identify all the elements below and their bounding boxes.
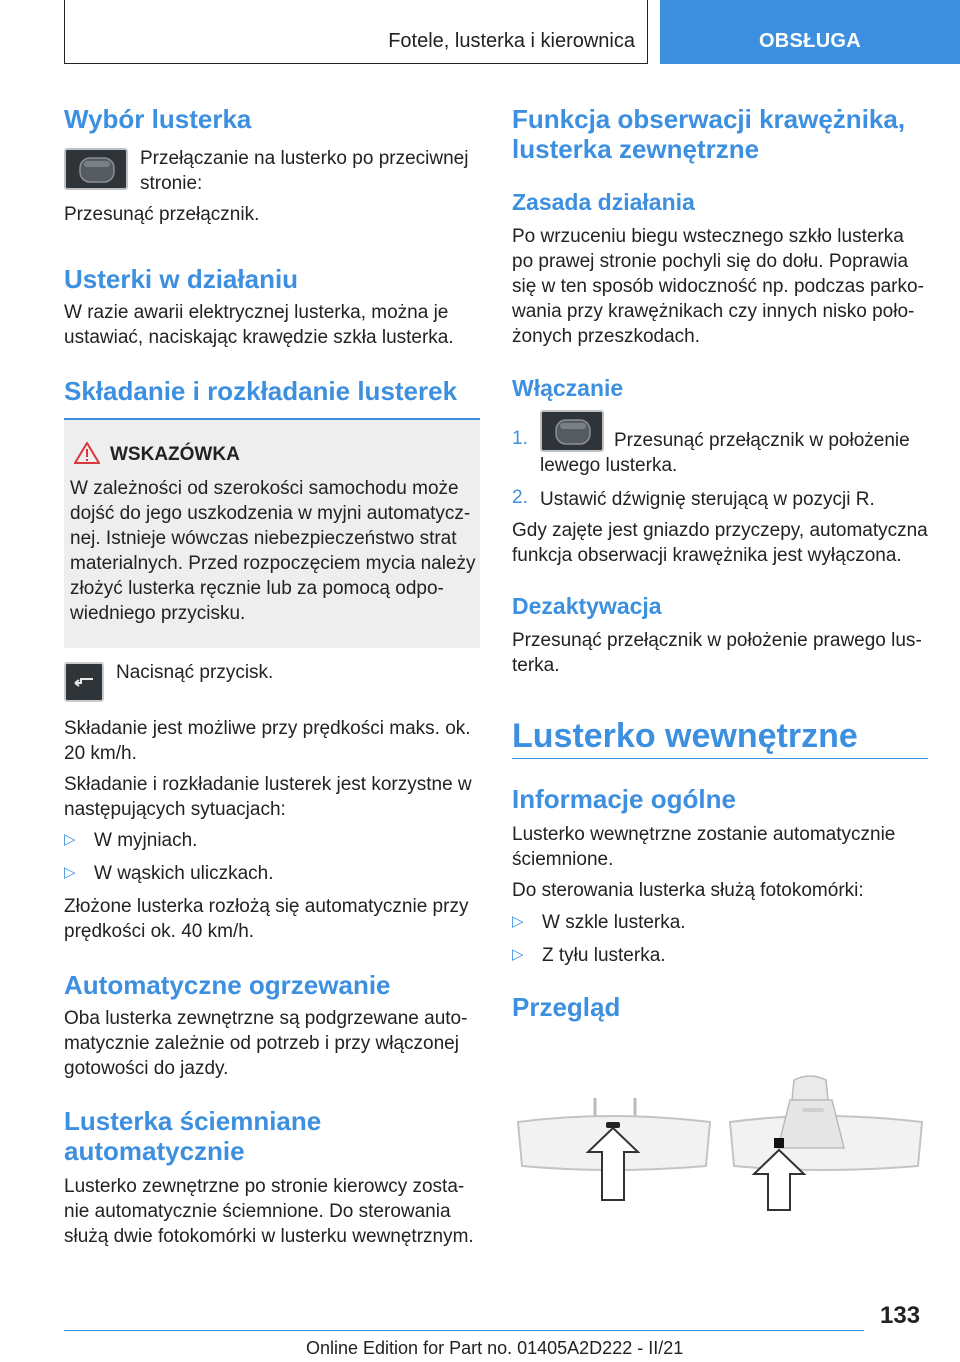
fold-button-icon [64,662,104,702]
folding-p1: Składanie jest możliwe przy prędkości maks. ok. 20 km/h. [64,718,471,764]
warning-note [64,420,480,648]
mirror-select-icon-text: Przełączanie na lusterko po przeciwnej stronie: [140,148,469,194]
folding-bullet [64,830,76,849]
header-chapter-box [64,0,648,64]
faults-text: W razie awarii elektrycznej lusterka, można je ustawiać, naciskając krawędzie szkła lusterka. [64,302,454,348]
inner-bullet [512,945,524,964]
heating-text: Oba lusterka zewnętrzne są podgrzewane automatycznie zależnie od potrzeb i przy włączonej gotowości do jazdy. [64,1008,468,1079]
step-number: 2. [512,487,528,508]
header-chapter: Fotele, lusterka i kierownica [388,30,635,52]
general-p1: Lusterko wewnętrzne zostanie automatycznie ściemnione. [512,824,896,870]
bullet-triangle-icon: ▷ [64,831,76,848]
curb-title: Funkcja obserwacji krawężnika, lusterka zewnętrzne [512,104,906,164]
mirror-select-title: Wybór lusterka [64,104,252,134]
step-text: Ustawić dźwignię sterującą w pozycji R. [540,489,875,510]
dimming-text: Lusterko zewnętrzne po stronie kierowcy zostanie automatycznie ściemnione. Do sterowania służą dwie fotokomórki w lusterku wewnętrznym. [64,1176,474,1247]
mirror-select-text: Przesunąć przełącznik. [64,204,260,225]
inner-mirror-title: Lusterko wewnętrzne [512,717,858,755]
warning-text: W zależności od szerokości samochodu może dojść do jego uszkodzenia w myjni automatycznej. Istnieje wówczas niebezpieczeństwo strat materialnych. Przed rozpoczęciem mycia należy złożyć lusterka ręcznie lub za pomocą odpowiedniego przycisku. [70,478,476,624]
on-title: Włączanie [512,375,624,401]
bullet-triangle-icon: ▷ [512,946,524,963]
step-number: 1. [512,428,528,449]
inner-mirror-divider [512,758,928,759]
overview-title: Przegląd [512,992,621,1022]
on-text: Gdy zajęte jest gniazdo przyczepy, automatyczna funkcja obserwacji krawężnika jest wyłączona. [512,520,928,566]
inner-mirror-illustration [510,1070,930,1220]
folding-title: Składanie i rozkładanie lusterek [64,376,458,406]
folding-bullet-text: W wąskich uliczkach. [94,863,274,884]
inner-bullet-text: W szkle lusterka. [542,912,686,933]
step-text: Przesunąć przełącznik w położenie lewego lusterka. [540,430,910,476]
bullet-triangle-icon: ▷ [512,913,524,930]
general-title: Informacje ogólne [512,784,736,814]
page-number: 133 [880,1302,921,1329]
principle-title: Zasada działania [512,189,695,215]
principle-text: Po wrzuceniu biegu wstecznego szkło lusterka po prawej stronie pochyli się do dołu. Poprawia się w ten sposób widoczność np. podczas parkowania przy krawężnikach czy innych nisko położonych przeszkodach. [512,226,924,347]
dimming-title: Lusterka ściemniane automatycznie [64,1106,322,1166]
footer-divider [64,1330,864,1331]
off-text: Przesunąć przełącznik w położenie prawego lusterka. [512,630,922,676]
header-tab-label: OBSŁUGA [758,30,862,52]
folding-bullet [64,863,76,882]
warning-icon [74,442,100,469]
faults-title: Usterki w działaniu [64,264,299,294]
header-tab [660,0,960,64]
off-title: Dezaktywacja [512,593,662,619]
heating-title: Automatyczne ogrzewanie [64,970,391,1000]
warning-label: WSKAZÓWKA [110,444,240,465]
folding-p3: Złożone lusterka rozłożą się automatycznie przy prędkości ok. 40 km/h. [64,896,469,942]
general-p2: Do sterowania lusterka służą fotokomórki: [512,880,864,901]
bullet-triangle-icon: ▷ [64,864,76,881]
edition-text: Online Edition for Part no. 01405A2D222 - II/21 [306,1338,684,1358]
folding-p2: Składanie i rozkładanie lusterek jest korzystne w następujących sytuacjach: [64,774,472,820]
inner-bullet-text: Z tyłu lusterka. [542,945,666,966]
inner-bullet [512,912,524,931]
mirror-switch-icon [64,148,128,190]
fold-button-text: Nacisnąć przycisk. [116,662,274,683]
folding-bullet-text: W myjniach. [94,830,198,851]
